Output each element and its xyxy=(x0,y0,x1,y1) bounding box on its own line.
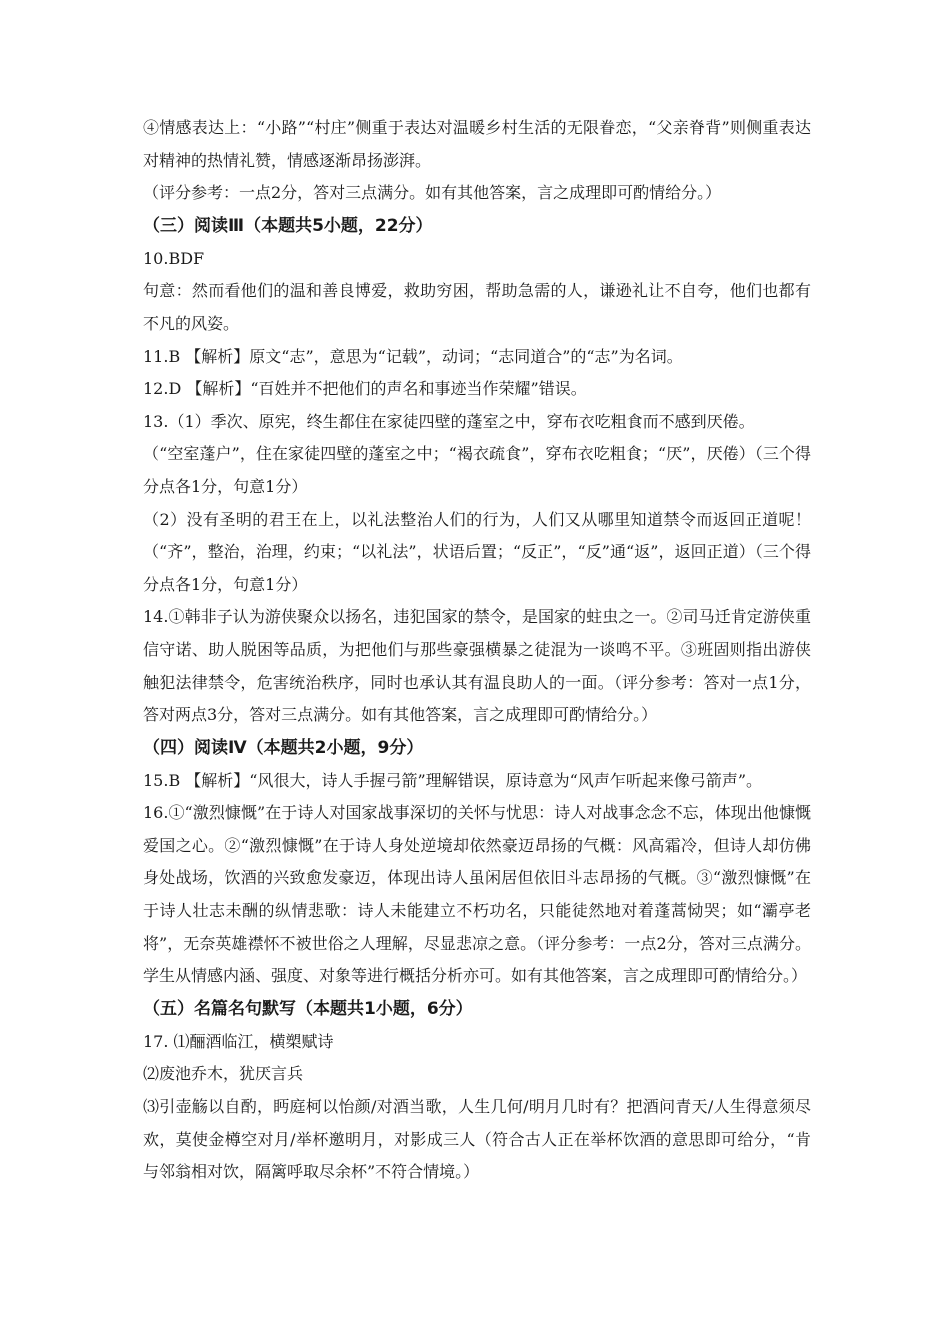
answer-13-2: （2）没有圣明的君王在上，以礼法整治人们的行为，人们又从哪里知道禁令而返回正道呢！（“齐”，整治，治理，约束；“以礼法”，状语后置；“反正”，“反”通“返”，返回正道）（三个得分点各1分，句意1分） xyxy=(143,509,811,594)
answer-12: 12.D 【解析】“百姓并不把他们的声名和事迹当作荣耀”错误。 xyxy=(143,379,587,399)
answer-11: 11.B 【解析】原文“志”，意思为“记载”，动词；“志同道合”的“志”为名词。 xyxy=(143,346,683,366)
answer-10-meaning: 句意：然而看他们的温和善良博爱，救助穷困，帮助急需的人，谦逊礼让不自夸，他们也都有不凡的风姿。 xyxy=(143,281,811,333)
answer-15: 15.B 【解析】“风很大，诗人手握弓箭”理解错误，原诗意为“风声乍听起来像弓箭声”。 xyxy=(143,770,763,790)
section-heading-5: （五）名篇名句默写（本题共1小题，6分） xyxy=(143,998,473,1019)
section-heading-4: （四）阅读Ⅳ（本题共2小题，9分） xyxy=(143,737,424,758)
answer-13-1: 13.（1）季次、原宪，终生都住在家徒四壁的蓬室之中，穿布衣吃粗食而不感到厌倦。 xyxy=(143,411,755,431)
answer-17-3: ⑶引壶觞以自酌，眄庭柯以怡颜/对酒当歌，人生几何/明月几时有？把酒问青天/人生得意须尽欢，莫使金樽空对月/举杯邀明月，对影成三人（符合古人正在举杯饮酒的意思即可给分，“肯与邻翁相对饮，隔篱呼取尽余杯”不符合情境。） xyxy=(143,1097,811,1182)
answer-14: 14.①韩非子认为游侠聚众以扬名，违犯国家的禁令，是国家的蛀虫之一。②司马迁肯定游侠重信守诺、助人脱困等品质，为把他们与那些豪强横暴之徒混为一谈鸣不平。③班固则指出游侠触犯法律禁令，危害统治秩序，同时也承认其有温良助人的一面。（评分参考：答对一点1分，答对两点3分，答对三点满分。如有其他答案，言之成理即可酌情给分。） xyxy=(143,607,811,725)
answer-17-1: 17. ⑴酾酒临江，横槊赋诗 xyxy=(143,1031,334,1051)
answer-16: 16.①“激烈慷慨”在于诗人对国家战事深切的关怀与忧思：诗人对战事念念不忘，体现出他慷慨爱国之心。②“激烈慷慨”在于诗人身处逆境却依然豪迈昂扬的气概：风高霜冷，但诗人却仿佛身处战场，饮酒的兴致愈发豪迈，体现出诗人虽闲居但依旧斗志昂扬的气概。③“激烈慷慨”在于诗人壮志未酬的纵情悲歌：诗人未能建立不朽功名，只能徒然地对着蓬蒿恸哭；如“灞亭老将”，无奈英雄襟怀不被世俗之人理解，尽显悲凉之意。（评分参考：一点2分，答对三点满分。学生从情感内涵、强度、对象等进行概括分析亦可。如有其他答案，言之成理即可酌情给分。） xyxy=(143,803,811,986)
answer-line-4-emotion: ④情感表达上：“小路”“村庄”侧重于表达对温暖乡村生活的无限眷恋，“父亲脊背”则侧重表达对精神的热情礼赞，情感逐渐昂扬澎湃。 xyxy=(143,118,811,170)
answer-page xyxy=(143,112,811,1189)
answer-10: 10.BDF xyxy=(143,248,205,268)
scoring-note-9: （评分参考：一点2分，答对三点满分。如有其他答案，言之成理即可酌情给分。） xyxy=(143,183,722,203)
section-heading-3: （三）阅读Ⅲ（本题共5小题，22分） xyxy=(143,215,433,236)
answer-17-2: ⑵废池乔木，犹厌言兵 xyxy=(143,1064,304,1084)
answer-13-1-points: （“空室蓬户”，住在家徒四壁的蓬室之中；“褐衣疏食”，穿布衣吃粗食；“厌”，厌倦）（三个得分点各1分，句意1分） xyxy=(143,444,811,496)
